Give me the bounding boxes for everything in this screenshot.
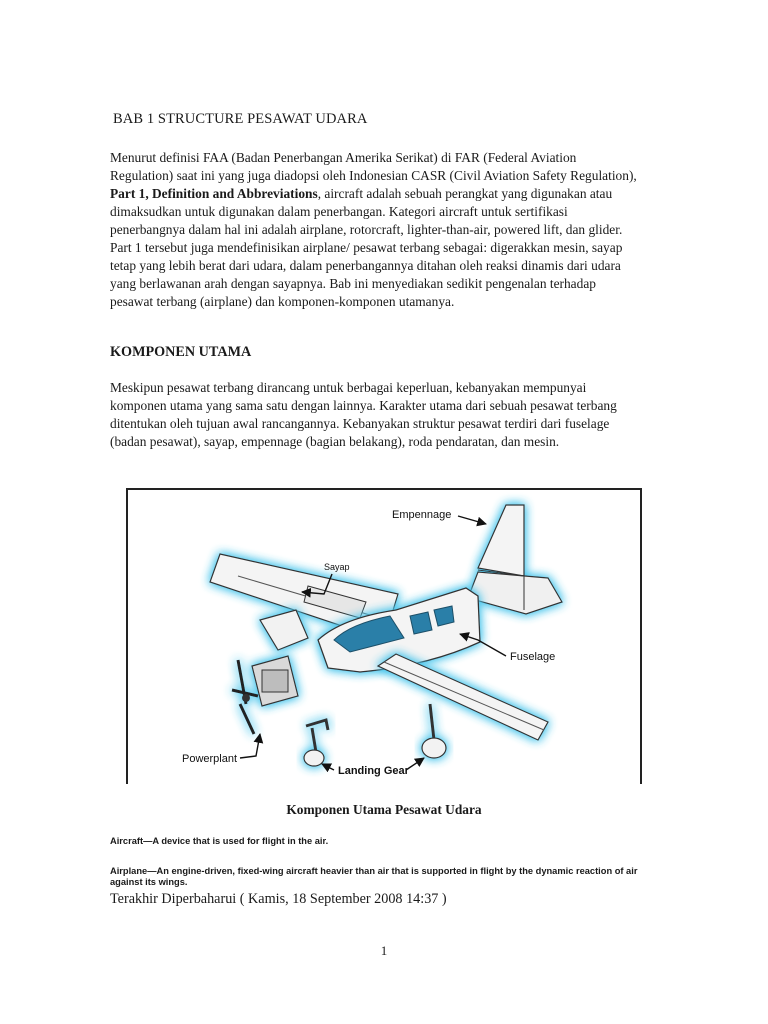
section-heading: KOMPONEN UTAMA xyxy=(110,344,252,360)
landing-gear-label: Landing Gear xyxy=(338,765,409,777)
chapter-title: BAB 1 STRUCTURE PESAWAT UDARA xyxy=(113,111,368,127)
section-paragraph: Meskipun pesawat terbang dirancang untuk berbagai keperluan, kebanyakan mempunyai komponen utama yang sama satu dengan lainnya. Karakter utama dari sebuah pesawat terbang ditentukan oleh tujuan awal rancangannya. Kebanyakan struktur pesawat terdiri dari fuselage (badan pesawat), sayap, empennage (bagian belakang), roda pendaratan, dan mesin. xyxy=(110,380,617,449)
right-landing-gear-part xyxy=(422,704,446,758)
sayap-label: Sayap xyxy=(324,562,350,572)
wing-root-part xyxy=(260,610,308,650)
powerplant-leader-line xyxy=(240,734,260,758)
intro-text-2: , aircraft adalah sebuah perangkat yang digunakan atau dimaksudkan untuk digunakan dalam penerbangan. Kategori aircraft untuk sertifikasi penerbangnya dalam hal ini adalah airplane, rotorcraft, lighter-than-air, powered lift, dan glider. Part 1 tersebut juga mendefinisikan airplane/ pesawat terbang sebagai: digerakkan mesin, sayap tetap yang lebih berat dari udara, dalam penerbangannya ditahan oleh reaksi dinamis dari udara yang berlawanan arah dengan sayapnya. Bab ini menyediakan sedikit pengenalan terhadap pesawat terbang (airplane) dan komponen-komponen utamanya. xyxy=(110,186,623,309)
empennage-leader-line xyxy=(458,516,486,524)
figure-caption: Komponen Utama Pesawat Udara xyxy=(286,802,482,817)
airplane-diagram xyxy=(128,490,640,784)
intro-text-1: Menurut definisi FAA (Badan Penerbangan Amerika Serikat) di FAR (Federal Aviation Regulation) saat ini yang juga diadopsi oleh Indonesian CASR (Civil Aviation Safety Regulation), xyxy=(110,150,637,183)
fuselage-label: Fuselage xyxy=(510,651,556,663)
last-updated-text: Terakhir Diperbaharui ( Kamis, 18 September 2008 14:37 ) xyxy=(110,891,447,907)
definition-aircraft: Aircraft—A device that is used for flight in the air. xyxy=(110,836,329,846)
definition-airplane: Airplane—An engine-driven, fixed-wing aircraft heavier than air that is supported in flight by the dynamic reaction of air against its wings. xyxy=(110,866,638,887)
powerplant-part xyxy=(232,656,298,734)
powerplant-label: Powerplant xyxy=(182,753,238,765)
empennage-part xyxy=(468,505,562,614)
landing-gear-leader-line-left xyxy=(322,764,334,770)
right-wing-part xyxy=(378,654,548,740)
page-number: 1 xyxy=(380,943,388,958)
left-landing-gear-part xyxy=(304,720,328,766)
intro-paragraph xyxy=(110,149,640,311)
airplane-components-figure xyxy=(126,488,642,784)
empennage-label: Empennage xyxy=(392,509,452,521)
intro-bold-ref: Part 1, Definition and Abbreviations xyxy=(110,186,318,201)
